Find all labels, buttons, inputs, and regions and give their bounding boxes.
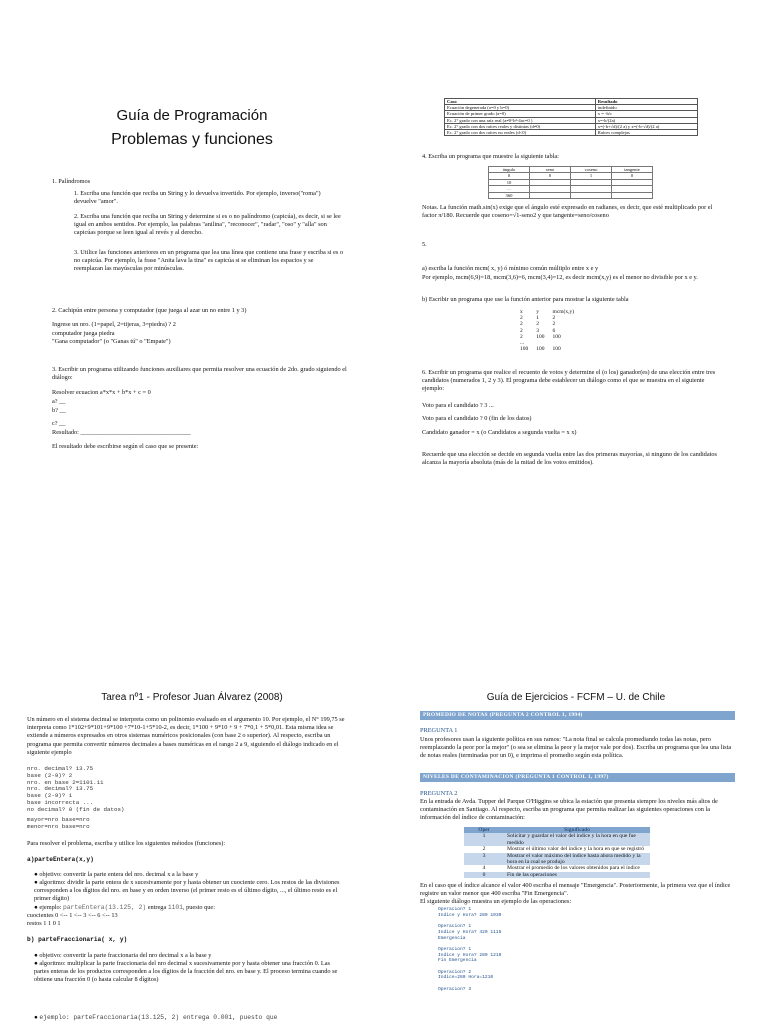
- dialog-line: base (2-9)? 2: [27, 771, 73, 779]
- table-cell: [530, 192, 571, 198]
- ops-header-significado: Significado: [504, 827, 650, 833]
- fn2-objetivo: [34, 952, 344, 960]
- recuerde-text: Recuerde que una elección se decide en segunda vuelta entre las dos primeras mayorías, si ninguno de los candidatos alcanza la mayoría absoluta (más de la mitad de los votos emitidos).: [422, 451, 717, 467]
- quadrant-ecuaciones-tablas: [384, 0, 768, 512]
- item3-line-2: a? __: [52, 398, 66, 405]
- table-cell: ...: [520, 340, 525, 347]
- mayor-menor-block: [27, 817, 90, 831]
- fn1-ejemplo: [34, 904, 344, 912]
- table-cell: 2: [520, 327, 523, 334]
- table-cell: 1: [571, 173, 612, 179]
- table-row: [445, 130, 698, 136]
- item3-heading: 3. Escribir un programa utilizando funciones auxiliares que permita resolver una ecuación de 2do. grado siguiendo el diálogo:: [52, 366, 347, 382]
- pregunta-1-text: Unos profesores usan la siguiente política en sus ramos: "La nota final se calcula promediando todas las notas, pero reemplazando la peor por la mejor" (o sea se elimina la peor y la mejor vale por dos). Escriba un programa que lea una lista de notas reales (terminadas por un 0), e imprima el promedio según esta política.: [420, 736, 732, 760]
- pregunta-2-label: PREGUNTA 2: [420, 790, 458, 797]
- table-cell: x: [520, 309, 523, 315]
- section-band-contaminacion: NIVELES DE CONTAMINACION (PREGUNTA 1 CONTROL 1, 1997): [420, 773, 735, 782]
- table-cell: Mostrar el valor máximo del índice hasta ahora medido y la hora en la cual se produjo: [504, 853, 650, 866]
- doc-title: Guía de Programación: [116, 107, 268, 124]
- tarea-intro: Un número en el sistema decimal se interpreta como un polinomio evaluado en el argumento 10. Por ejemplo, el N° 199,75 se interpreta como 1*102+9*101+9*100 +7*10-1+5*10-2, es decir, 1*100 + 9*10 + 9 + 7*0,1 + 5*0,01. Esta misma idea se extiende a números expresados en otros sistemas numéricos posicionales (con base 2 o superior). Al respecto, escriba un programa que permita convertir números decimales a bases numéricas en el rango 2 a 9, siguiendo el diálogo indicado en el siguiente ejemplo: [27, 716, 345, 756]
- table-row: [464, 872, 650, 878]
- ops-header-oper: Oper: [464, 827, 504, 833]
- table-cell: Ecuación degenerada (a=0 y b=0): [445, 105, 596, 111]
- casos-header-caso: Caso: [445, 99, 596, 105]
- bullet-icon: ●: [34, 960, 38, 967]
- operaciones-table: [464, 827, 650, 878]
- bullet-icon: ●: [34, 1014, 38, 1021]
- dialogo-intro: El siguiente diálogo muestra un ejemplo de las operaciones:: [420, 898, 572, 905]
- quadrant-guia-fcfm: [384, 512, 768, 1024]
- code-line: Operacion? 1: [438, 907, 472, 912]
- table-cell: Mostrar el promedio de los valores obtenidos para el índice: [507, 865, 640, 872]
- fn-parte-fraccionaria: b) parteFraccionaria( x, y): [27, 936, 128, 943]
- table-cell: 2: [520, 333, 523, 340]
- ganador-line: Candidato ganador = x (o Candidatos a segunda vuelta = x x): [422, 429, 577, 436]
- fn1-algoritmo: [34, 879, 344, 904]
- guia-title: Guía de Ejercicios - FCFM – U. de Chile: [486, 692, 666, 703]
- ejemplo-entrega: entrega: [146, 904, 168, 911]
- table-cell: x=-b/(2a): [595, 117, 697, 123]
- table-cell: Solicitar y guardar el valor del índice y la hora en que fue medido: [504, 833, 650, 846]
- fn-parte-entera: a)parteEntera(x,y): [27, 856, 94, 863]
- tarea-title: Tarea nº1 - Profesor Juan Álvarez (2008): [101, 692, 283, 703]
- dialog-line: nro. decimal? 13.75: [27, 765, 94, 772]
- dialog-line: base incorrecta ...: [27, 798, 94, 806]
- caso-emergencia-text: En el caso que el índice alcance el valor 400 escriba el mensaje "Emergencia". Posteriormente, la primera vez que el índice registre un valor menor que 400 escriba "Fin Emergencia".: [420, 882, 731, 898]
- mayor-line: mayor=nro base=nro: [27, 816, 90, 823]
- table-cell: 100: [536, 346, 545, 353]
- table-cell: ...: [489, 186, 530, 192]
- trig-table: [488, 166, 653, 199]
- ejemplo-result: 1101: [167, 904, 183, 911]
- table-row: [464, 853, 650, 866]
- item1-sub-2: 2. Escriba una función que reciba un String y determine si es o no palíndromo (capicúa), es decir, si se lee igual en ambos sentidos. Por ejemplo, las palabras "anilina", "reconocer", "radar", "oso" y "alla" son capicúas porque se leen igual al revés y al derecho.: [74, 213, 341, 237]
- mcm-table: [516, 309, 578, 352]
- code-line: Operacion? 3: [438, 986, 472, 992]
- table-cell: 0: [489, 173, 530, 179]
- item3-line-1: Resolver ecuacion a*x*x + b*x + c = 0: [52, 389, 151, 396]
- code-line: Indice y Hora? 420 1115: [438, 929, 502, 935]
- table-cell: y: [536, 309, 539, 315]
- table-cell: 100: [520, 346, 529, 353]
- item4-heading: 4. Escriba un programa que muestre la siguiente tabla:: [422, 153, 559, 160]
- table-cell: 2: [482, 846, 486, 853]
- fn2-objetivo-text: objetivo: convertir la parte fraccionaria del nro decimal x a la base y: [39, 952, 212, 959]
- item1-sub-3: 3. Utilice las funciones anteriores en un programa que lea una línea que contiene una frase y escriba si es o no capicúa. Por ejemplo, la frase "Anita lava la tina" es capicúa si se eliminan los espacios y se reemplazan las mayúsculas por minúsculas.: [74, 249, 344, 273]
- table-cell: Ec. 2° grado con dos raíces no reales (d<0): [445, 130, 596, 136]
- table-cell: Mostrar el último valor del índice y la hora en que se registró: [507, 846, 645, 853]
- code-line: Indice=280 Hora=1210: [438, 975, 494, 981]
- item3-line-6: El resultado debe escribirse según el caso que se presente:: [52, 443, 199, 450]
- pregunta-1-label: PREGUNTA 1: [420, 727, 458, 734]
- table-cell: indefinido: [595, 105, 697, 111]
- table-cell: coseno: [571, 167, 612, 173]
- item5-number: 5.: [422, 241, 427, 248]
- fn2-ejemplo-text: ejemplo: parteFraccionaria(13.125, 2) entrega 0.001, puesto que: [39, 1014, 278, 1021]
- table-cell: 1: [464, 833, 504, 846]
- fn2-ejemplo: [34, 1014, 344, 1022]
- table-row: [489, 192, 653, 198]
- code-line: Indice y Hora? 280 1030: [438, 912, 502, 918]
- table-cell: 4: [482, 865, 486, 872]
- table-cell: 100: [536, 333, 545, 340]
- bullet-icon: ●: [34, 952, 38, 959]
- table-cell: Fin de las operaciones: [504, 872, 650, 878]
- item5-b: b) Escribir un programa que use la función anterior para mostrar la siguiente tabla: [422, 296, 629, 303]
- code-line: Indice y Hora? 280 1210: [438, 952, 502, 958]
- item1-heading: 1. Palíndromos: [52, 178, 91, 185]
- code-line: Operacion? 1: [438, 924, 472, 930]
- table-cell: 6: [552, 327, 556, 334]
- table-cell: x=(-b+√d)/(2 a) y x=(-b-√d)/(2 a): [595, 123, 697, 129]
- casos-header-resultado: Resultado: [595, 99, 697, 105]
- code-line: Fin Emergencia: [438, 958, 477, 964]
- fn1-objetivo-text: objetivo: convertir la parte entera del nro. decimal x a la base y: [39, 871, 199, 878]
- voto-line-1: Voto para el candidato ? 3 ...: [422, 402, 494, 409]
- dialog-block: [27, 766, 124, 814]
- table-cell: mcm(x,y): [552, 309, 575, 315]
- nota-text: Notas. La función math.sin(x) exige que el ángulo esté expresado en radianes, es decir, que esté multiplicado por el factor π/180. Recuerde que coseno=√1-seno2 y que tangente=seno/coseno: [422, 204, 713, 220]
- dialog-line: base (2-9)? 1: [27, 792, 73, 800]
- ejemplo-tail: , puesto que:: [182, 904, 215, 911]
- ejemplo-label: ejemplo:: [39, 904, 63, 911]
- table-cell: ángulo: [489, 167, 530, 173]
- item3-line-4: c? __: [52, 420, 66, 427]
- item1-sub-1: 1. Escriba una función que reciba un String y lo devuelva invertido. Por ejemplo, inverso("roma") devuelve "amor".: [74, 190, 321, 206]
- table-cell: 360: [489, 192, 530, 198]
- item6-text: 6. Escribir un programa que realice el recuento de votos y determine el (o los) ganador(es) de una elección entre tres candidatos (numerados 1, 2 y 3). El programa debe establecer un diálogo como el que se muestra en el siguiente ejemplo:: [422, 369, 716, 393]
- casos-table: [444, 98, 698, 136]
- table-row: [516, 346, 578, 352]
- table-cell: 3: [464, 853, 504, 866]
- code-line: Operacion? 2: [438, 969, 472, 975]
- table-cell: x = -b/c: [595, 111, 697, 117]
- fn1-objetivo: [34, 871, 344, 879]
- table-cell: 2: [520, 315, 523, 322]
- code-line: Emergencia: [438, 935, 466, 941]
- item3-line-5: Resultado: ___________________________________: [52, 429, 191, 436]
- item2-heading: 2. Cachipún entre persona y computador (que juega al azar un no entre 1 y 3): [52, 307, 247, 314]
- table-cell: tangente: [612, 167, 653, 173]
- item2-line-3: "Gana computador" (o "Ganas tú" o "Empate"): [52, 338, 171, 345]
- dialog-line: nro. decimal? 13.75: [27, 785, 94, 793]
- fn2-algoritmo: [34, 960, 344, 985]
- table-cell: Ecuación de primer grado (a=0): [445, 111, 596, 117]
- table-cell: 0: [612, 173, 653, 179]
- fn1-algoritmo-text: algoritmo: dividir la parte entera de x sucesivamente por y hasta obtener un cuociente cero. Los restos de las divisiones corresponden a los dígitos del nro. en base y en orden inverso (el primer resto es el último dígito, ..., el último resto es el primer dígito): [34, 879, 340, 903]
- code-example-block: [438, 907, 501, 993]
- bullet-icon: ●: [34, 904, 38, 911]
- table-cell: [612, 192, 653, 198]
- item3-line-3: b? __: [52, 407, 66, 414]
- table-cell: 100: [552, 346, 561, 353]
- table-cell: Ec. 2° grado con una raíz real (a≠0^b²-4ac=0 ): [445, 117, 596, 123]
- cuocientes-line: cuocientes 0 <-- 1 <-- 3 <-- 6 <-- 13: [27, 912, 118, 919]
- table-cell: 2: [552, 315, 556, 322]
- table-cell: Ec. 2° grado con dos raíces reales y distintas (d≠0): [445, 123, 596, 129]
- table-cell: Raíces complejas: [595, 130, 697, 136]
- table-cell: 2: [520, 321, 523, 328]
- item2-line-2: computador juega piedra: [52, 329, 115, 337]
- bullet-icon: ●: [34, 871, 38, 878]
- table-cell: 1: [536, 315, 539, 322]
- doc-subtitle: Problemas y funciones: [111, 131, 273, 148]
- quadrant-problemas-funciones: [0, 0, 384, 512]
- code-line: Operacion? 1: [438, 946, 472, 952]
- table-cell: 0: [530, 173, 571, 179]
- table-cell: seno: [530, 167, 571, 173]
- fn2-algoritmo-text: algoritmo: multiplicar la parte fraccionaria del nro decimal x sucesivamente por y hasta obtener una fracción 0. Las partes enteras de los productos corresponden a los dígitos de la fracción del nro. en base y. El proceso termina cuando se obtiene una fracción 0 (o hasta calcular 8 dígitos): [34, 960, 338, 984]
- table-cell: 10: [489, 179, 530, 185]
- ejemplo-code: parteEntera(13.125, 2): [63, 904, 147, 911]
- section-band-promedio: PROMEDIO DE NOTAS (PREGUNTA 2 CONTROL 1, 1994): [420, 711, 735, 720]
- restos-line: restos 1 1 0 1: [27, 920, 61, 927]
- pregunta-2-text: En la entrada de Avda. Tupper del Parque O'Higgins se ubica la estación que presenta siempre los niveles más altos de contaminación en Santiago. Al respecto, escriba un programa que permita realizar las siguientes operaciones con la información del índice de contaminación:: [420, 798, 718, 822]
- table-cell: 0: [464, 872, 504, 878]
- item5-a: a) escriba la función mcm( x, y) ó mínimo común múltiplo entre x e y: [422, 265, 599, 272]
- table-cell: [571, 192, 612, 198]
- item5-example: Por ejemplo, mcm(6,9)=18, mcm(3,6)=6, mcm(3,4)=12, es decir mcm(x,y) es el menor no divisible por x e y.: [422, 274, 698, 281]
- item2-line-1: Ingrese un nro. (1=papel, 2=tijeras, 3=piedra) ? 2: [52, 321, 176, 328]
- table-cell: 2: [552, 321, 556, 328]
- menor-line: menor=nro base=nro: [27, 822, 90, 830]
- bullet-icon: ●: [34, 879, 38, 886]
- quadrant-tarea-1: [0, 512, 384, 1024]
- dialog-line: nro. en base 2=1101.11: [27, 778, 104, 786]
- table-row: [464, 833, 650, 846]
- table-cell: 2: [536, 321, 539, 328]
- table-cell: 3: [536, 327, 539, 334]
- dialog-line: no decimal? 0 (fin de datos): [27, 805, 125, 813]
- table-cell: 100: [552, 333, 561, 340]
- voto-line-2: Voto para el candidato ? 0 (fin de los datos): [422, 415, 532, 422]
- para-text: Para resolver el problema, escriba y utilice los siguientes métodos (funciones):: [27, 840, 226, 847]
